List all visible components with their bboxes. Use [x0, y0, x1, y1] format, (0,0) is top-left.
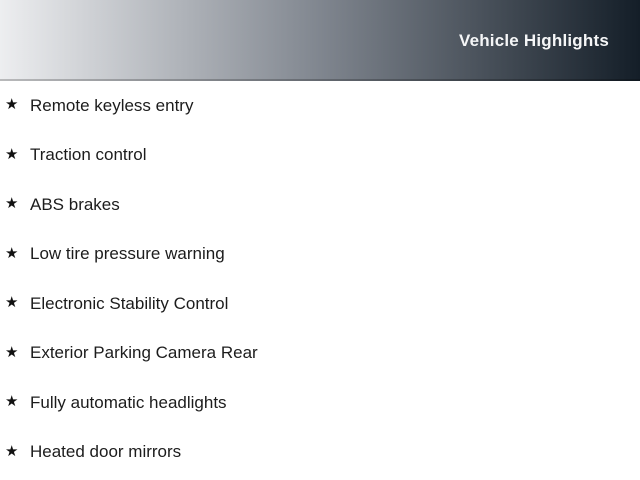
list-item — [0, 180, 640, 230]
header-banner — [0, 0, 640, 81]
list-item — [0, 131, 640, 181]
feature-label: ABS brakes — [30, 194, 120, 214]
star-icon: ★ — [5, 95, 19, 114]
feature-label: Heated door mirrors — [30, 442, 182, 462]
star-icon: ★ — [5, 293, 19, 312]
list-item — [0, 428, 640, 478]
feature-label: Traction control — [30, 145, 147, 165]
list-item — [0, 81, 640, 131]
feature-label: Exterior Parking Camera Rear — [30, 343, 258, 363]
feature-label: Remote keyless entry — [30, 95, 194, 115]
feature-list — [0, 81, 640, 480]
list-item — [0, 230, 640, 280]
star-icon: ★ — [5, 392, 19, 411]
feature-label: Low tire pressure warning — [30, 244, 225, 264]
feature-label: Electronic Stability Control — [30, 293, 229, 313]
star-icon: ★ — [5, 342, 19, 361]
list-item — [0, 329, 640, 379]
star-icon: ★ — [5, 243, 19, 262]
star-icon: ★ — [5, 194, 19, 213]
list-item — [0, 378, 640, 428]
feature-label: Fully automatic headlights — [30, 392, 227, 412]
list-item — [0, 279, 640, 329]
page-title: Vehicle Highlights — [458, 30, 609, 50]
star-icon: ★ — [5, 144, 19, 163]
star-icon: ★ — [5, 441, 19, 460]
